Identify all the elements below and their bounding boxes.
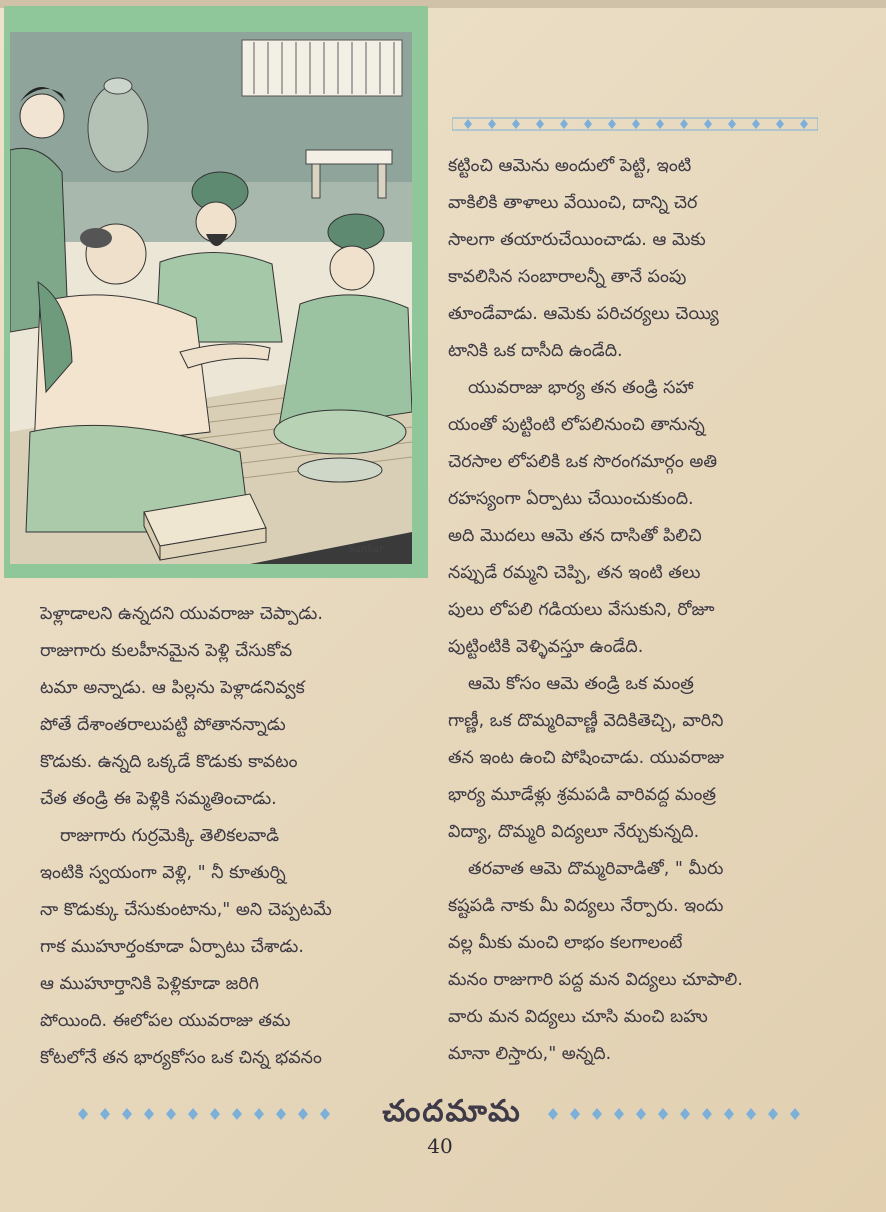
- magazine-title: చందమామ: [382, 1094, 522, 1129]
- text-line: టానికి ఒక దాసీది ఉండేది.: [448, 341, 623, 361]
- right-text-column: [448, 148, 822, 1073]
- text-line: పెళ్లాడాలని ఉన్నదని యువరాజు చెప్పాడు.: [40, 604, 323, 624]
- text-line: అది మొదలు ఆమె తన దాసితో పిలిచి: [448, 526, 702, 546]
- text-line: కోటలోనే తన భార్యకోసం ఒక చిన్న భవనం: [40, 1048, 322, 1068]
- story-illustration: [10, 32, 412, 564]
- text-line: ఆమె కోసం ఆమె తండ్రి ఒక మంత్ర: [468, 674, 694, 694]
- text-line: వల్ల మీకు మంచి లాభం కలగాలంటే: [448, 933, 683, 953]
- page-number: 40: [427, 1134, 453, 1158]
- text-line: యువరాజు భార్య తన తండ్రి సహా: [468, 378, 694, 398]
- text-line: ఇంటికి స్వయంగా వెళ్లి, " నీ కూతుర్ని: [40, 863, 286, 883]
- text-line: కొడుకు. ఉన్నది ఒక్కడే కొడుకు కావటం: [40, 752, 298, 772]
- text-line: నా కొడుక్కు చేసుకుంటాను," అని చెప్పటమే: [40, 900, 332, 920]
- decorative-border-right: [540, 1104, 820, 1124]
- text-line: చెరసాల లోపలికి ఒక సొరంగమార్గం అతి: [448, 452, 718, 472]
- text-line: పుట్టింటికి వెళ్ళివస్తూ ఉండేది.: [448, 637, 644, 657]
- page-footer: [70, 1094, 830, 1134]
- text-line: తూండేవాడు. ఆమెకు పరిచర్యలు చెయ్యి: [448, 304, 719, 324]
- text-line: రాజుగారు కులహీనమైన పెళ్లి చేసుకోవ: [40, 641, 293, 661]
- text-line: విద్యా, దొమ్మరి విద్యలూ నేర్చుకున్నది.: [448, 822, 700, 842]
- text-line: మనం రాజుగారి పద్ద మన విద్యలు చూపాలి.: [448, 970, 743, 990]
- text-line: తరవాత ఆమె దొమ్మరివాడితో, " మీరు: [468, 859, 724, 879]
- illustration-drawing: [10, 32, 412, 564]
- decorative-border-top: [452, 112, 818, 136]
- text-line: గాణ్ణీ, ఒక దొమ్మరివాణ్ణీ వెదికితెచ్చి, వారిని: [448, 711, 724, 731]
- text-line: టమా అన్నాడు. ఆ పిల్లను పెళ్లాడనివ్వక: [40, 678, 305, 698]
- text-line: రహస్యంగా ఏర్పాటు చేయించుకుంది.: [448, 489, 694, 509]
- text-line: చేత తండ్రి ఈ పెళ్లికి సమ్మతించాడు.: [40, 789, 277, 809]
- text-line: భార్య మూడేళ్లు శ్రమపడి వారివద్ద మంత్ర: [448, 785, 717, 805]
- text-line: తన ఇంట ఉంచి పోషించాడు. యువరాజు: [448, 748, 725, 768]
- text-line: రాజుగారు గుర్రమెక్కి తెలికలవాడి: [60, 826, 280, 846]
- text-line: పులు లోపలి గడియలు వేసుకుని, రోజూ: [448, 600, 715, 620]
- text-line: కావలిసిన సంబారాలన్నీ తానే పంపు: [448, 267, 687, 287]
- text-line: మానా లిస్తారు," అన్నది.: [448, 1044, 612, 1064]
- text-line: కట్టించి ఆమెను అందులో పెట్టి, ఇంటి: [448, 156, 692, 176]
- text-line: కష్టపడి నాకు మీ విద్యలు నేర్పారు. ఇందు: [448, 896, 724, 916]
- text-line: ఆ ముహూర్తానికి పెళ్లికూడా జరిగి: [40, 974, 259, 994]
- text-line: పోయింది. ఈలోపల యువరాజు తమ: [40, 1011, 291, 1031]
- text-line: వారు మన విద్యలు చూసి మంచి బహు: [448, 1007, 708, 1027]
- text-line: పోతే దేశాంతరాలుపట్టి పోతానన్నాడు: [40, 715, 286, 735]
- text-line: సాలగా తయారుచేయించాడు. ఆ మెకు: [448, 230, 706, 250]
- artist-signature: Sankar: [348, 544, 385, 555]
- text-line: వాకిలికి తాళాలు వేయించి, దాన్ని చెర: [448, 193, 698, 213]
- illustration-frame: [4, 6, 428, 578]
- text-line: యంతో పుట్టింటి లోపలినుంచి తానున్న: [448, 415, 705, 435]
- text-line: నప్పుడే రమ్మని చెప్పి, తన ఇంటి తలు: [448, 563, 701, 583]
- text-line: గాక ముహూర్తంకూడా ఏర్పాటు చేశాడు.: [40, 937, 304, 957]
- decorative-border-left: [70, 1104, 342, 1124]
- left-text-column: [40, 596, 430, 1077]
